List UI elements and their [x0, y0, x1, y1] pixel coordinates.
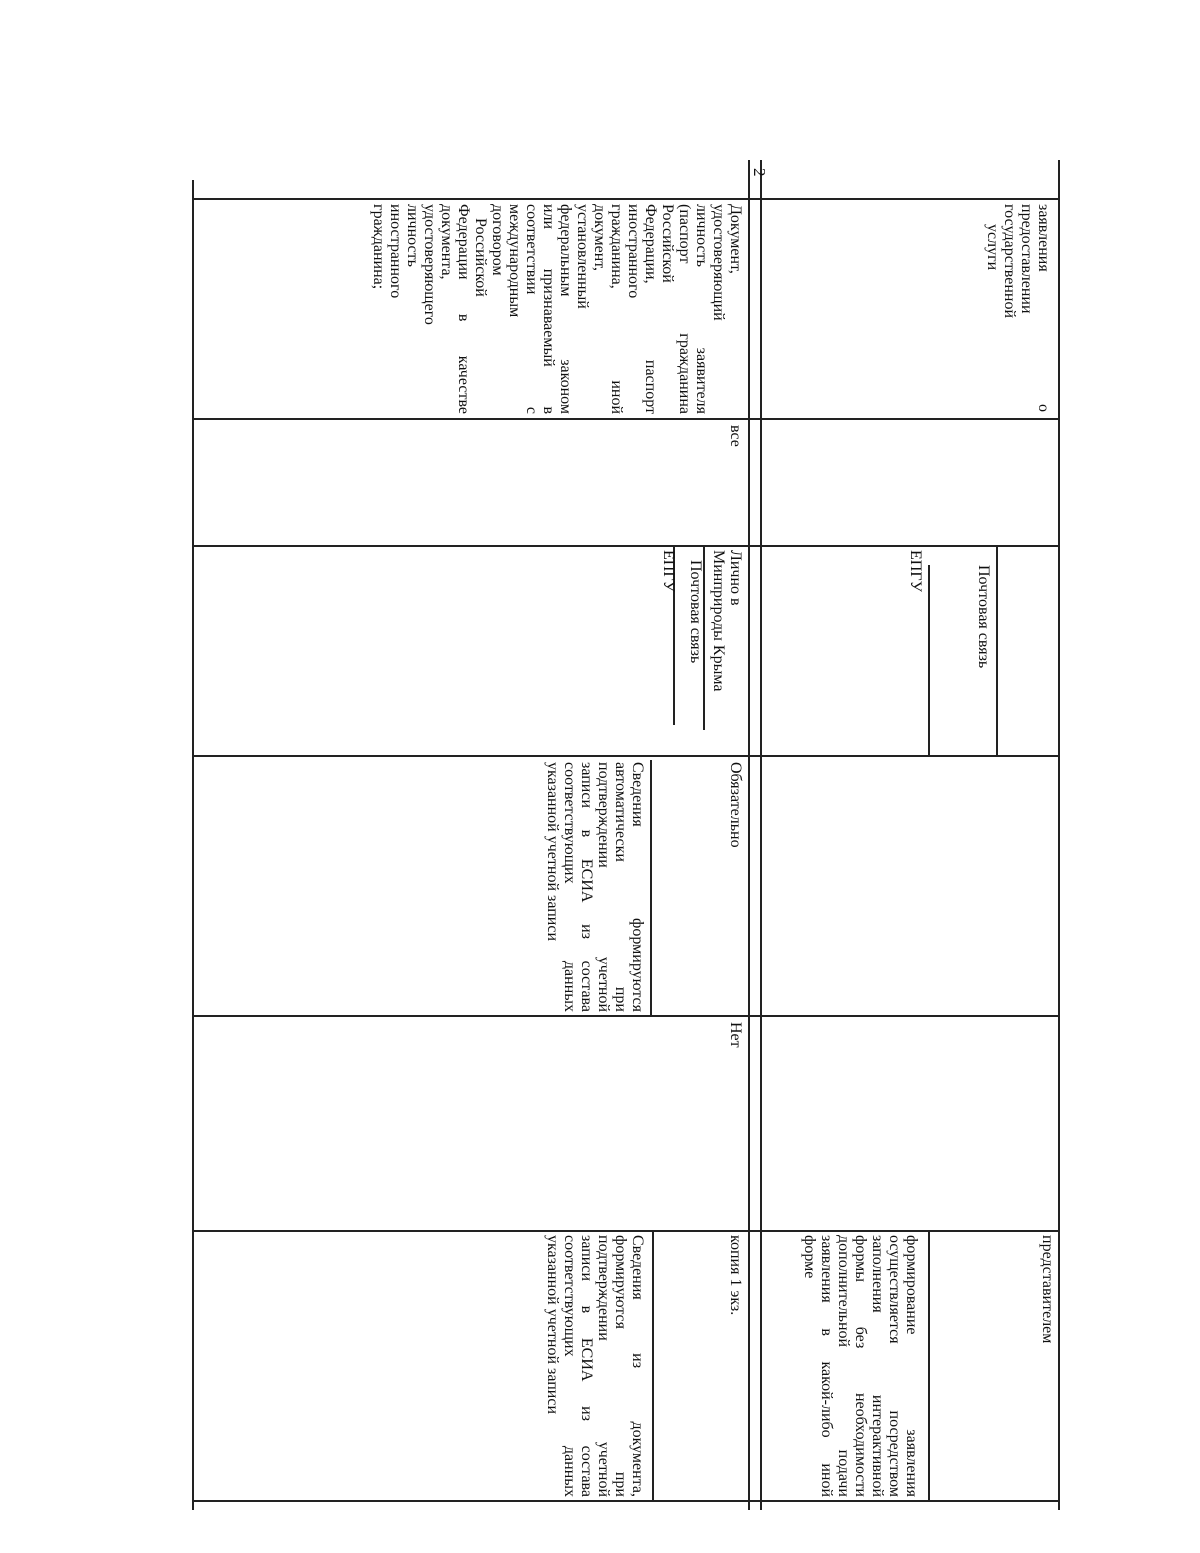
document-line-15: договором [489, 204, 506, 276]
applicants-cell [727, 425, 744, 540]
document-line-12: или признаваемый в [540, 204, 557, 414]
document-line-18: документа, [438, 204, 455, 280]
upper-channel-epgu [907, 550, 924, 730]
channel-personal-label: Лично в [727, 550, 744, 606]
copy-cell [727, 1235, 744, 1497]
requirement-label: Обязательно [727, 762, 744, 848]
col-sep-7 [194, 1500, 1060, 1502]
document-line-8: гражданина, иной [608, 204, 625, 414]
requirement-cell [727, 762, 744, 1012]
document-line-3: личность заявителя [693, 204, 710, 414]
col-sep-2 [194, 418, 1060, 420]
upper-request-line-5: услуги [984, 224, 1001, 271]
table-border-left [192, 180, 194, 1510]
channel-divider-upper-b [928, 565, 930, 755]
document-line-21: иностранного [387, 204, 404, 299]
document-line-20: личность [404, 204, 421, 267]
document-line-22: гражданина; [370, 204, 387, 290]
channels-cell [660, 550, 744, 755]
upper-note-line-5: дополнительной подачи [835, 1235, 852, 1497]
requirement-note-line-5: соответствующих данных [561, 762, 578, 1012]
upper-note-line-2: осуществляется посредством [886, 1235, 903, 1497]
row-separator-upper [760, 160, 762, 1510]
col-sep-1 [194, 198, 1060, 200]
document-line-4: (паспорт гражданина [676, 204, 693, 414]
copy-note-line-6: указанной учетной записи [544, 1235, 561, 1415]
document-table [180, 160, 1070, 1510]
copy-note-line-1: Сведения из документа, [629, 1235, 646, 1497]
upper-request-line-3: предоставлении [1018, 204, 1035, 314]
upper-request-line-2: о [1035, 404, 1052, 412]
col-sep-6 [194, 1230, 1060, 1232]
col6-cell [727, 1022, 744, 1222]
upper-note-line-7: форме [801, 1235, 818, 1279]
document-line-14: международным [506, 204, 523, 318]
document-line-16: Российской [472, 218, 489, 297]
upper-channel-postal [975, 565, 992, 745]
upper-note-top [1039, 1235, 1056, 1495]
document-line-7: иностранного [625, 204, 642, 299]
document-line-9: документ, [591, 204, 608, 272]
requirement-note-line-2: автоматически при [612, 762, 629, 1012]
copy-note-line-4: записи в ЕСИА из состава [578, 1235, 595, 1497]
requirement-note-line-4: записи в ЕСИА из состава [578, 762, 595, 1012]
rotated-document [180, 160, 1070, 1510]
channel-postal-label: Почтовая связь [687, 560, 704, 664]
upper-note-line-1: формирование заявления [903, 1235, 920, 1497]
upper-note-line-3: заполнения интерактивной [869, 1235, 886, 1497]
channel-epgu-label: ЕПГУ [660, 550, 677, 592]
applicants-label: все [727, 425, 744, 447]
upper-note-cell [801, 1235, 920, 1497]
upper-note-line-4: формы без необходимости [852, 1235, 869, 1497]
document-line-2: удостоверяющий [710, 204, 727, 321]
document-line-11: федеральным законом [557, 204, 574, 414]
document-line-6: Федерации, паспорт [642, 204, 659, 414]
channel-personal-row [727, 550, 744, 750]
document-line-10: установленный [574, 204, 591, 309]
row-number [751, 168, 768, 196]
upper-request-line-4: государственной [1001, 204, 1018, 319]
channel-ministry-label: Минприроды Крыма [710, 550, 727, 692]
col6-label: Нет [727, 1022, 744, 1048]
col-sep-4 [194, 755, 1060, 757]
col-sep-5 [194, 1015, 1060, 1017]
copy-note-line-3: подтверждении учетной [595, 1235, 612, 1497]
upper-channel-epgu-label: ЕПГУ [907, 550, 924, 592]
copy-label: копия 1 экз. [727, 1235, 744, 1316]
copy-note-line-2: формируются при [612, 1235, 629, 1497]
document-line-5: Российской [659, 204, 676, 283]
upper-note-line-6: заявления в какой-либо иной [818, 1235, 835, 1497]
document-line-1: Документ, [727, 204, 744, 274]
copy-note-line-5: соответствующих данных [561, 1235, 578, 1497]
document-line-17: Федерации в качестве [455, 204, 472, 414]
copy-note-cell [544, 1235, 646, 1497]
requirement-note-cell [544, 762, 646, 1012]
requirement-note-line-6: указанной учетной записи [544, 762, 561, 942]
upper-request-line-1: заявления [1035, 204, 1052, 272]
requirement-note-border [650, 760, 652, 1015]
document-line-19: удостоверяющего [421, 204, 438, 325]
document-cell [370, 204, 744, 414]
upper-note-top-label: представителем [1039, 1235, 1056, 1344]
upper-request-cell [932, 204, 1052, 414]
table-border-right [1058, 160, 1060, 1510]
channel-divider-upper-a [996, 545, 998, 755]
col-sep-3 [194, 545, 1060, 547]
upper-note-divider [928, 1230, 930, 1500]
requirement-note-line-1: Сведения формируются [629, 762, 646, 1012]
requirement-note-line-3: подтверждении учетной [595, 762, 612, 1012]
copy-note-divider [652, 1230, 654, 1500]
upper-channel-postal-label: Почтовая связь [975, 565, 992, 669]
row-separator-number [748, 160, 750, 1510]
document-line-13: соответствии с [523, 204, 540, 414]
row-number-label: 2 [750, 168, 769, 177]
